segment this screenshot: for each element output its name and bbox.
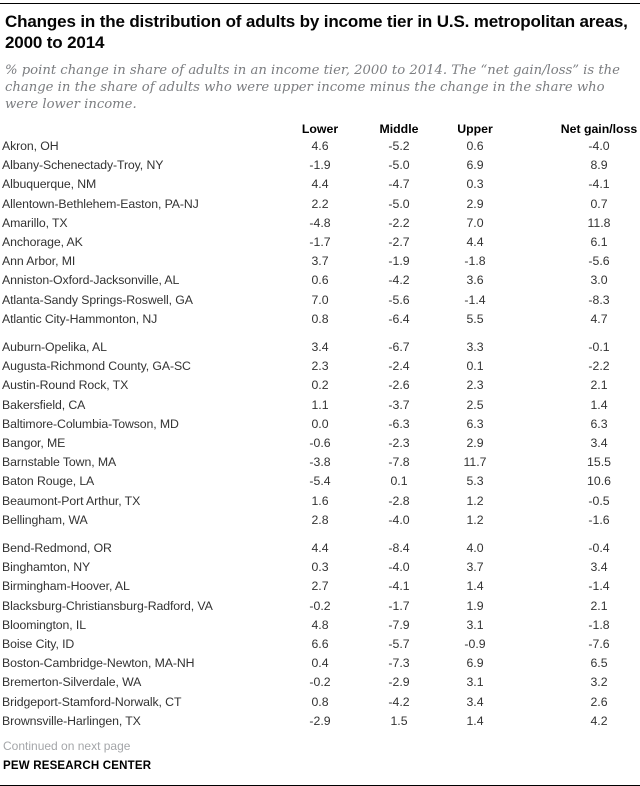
value-cell: 4.8 bbox=[311, 617, 329, 632]
table-row bbox=[2, 616, 640, 635]
metro-name-cell: Bangor, ME bbox=[2, 436, 66, 451]
value-cell: -7.8 bbox=[388, 455, 410, 470]
table-row bbox=[2, 673, 640, 692]
net-gain-loss-cell: 2.1 bbox=[590, 598, 608, 613]
value-cell: 3.7 bbox=[311, 254, 329, 269]
table-row bbox=[2, 329, 640, 357]
metro-name-cell: Boston-Cambridge-Newton, MA-NH bbox=[2, 656, 195, 671]
value-cell: -5.4 bbox=[309, 474, 331, 489]
column-header-metro bbox=[2, 120, 280, 137]
value-cell: 3.7 bbox=[466, 560, 484, 575]
value-cell: 0.3 bbox=[466, 177, 484, 192]
value-cell: 2.2 bbox=[311, 196, 329, 211]
value-cell: -2.6 bbox=[388, 378, 410, 393]
metro-name-cell: Augusta-Richmond County, GA-SC bbox=[2, 359, 191, 374]
metro-name-cell: Ann Arbor, MI bbox=[2, 254, 76, 269]
net-gain-loss-cell: 3.0 bbox=[590, 273, 608, 288]
table-row bbox=[2, 357, 640, 376]
metro-name-cell: Austin-Round Rock, TX bbox=[2, 378, 129, 393]
value-cell: 2.3 bbox=[466, 378, 484, 393]
metro-name-cell: Beaumont-Port Arthur, TX bbox=[2, 493, 141, 508]
table-row bbox=[2, 233, 640, 252]
metro-name-cell: Birmingham-Hoover, AL bbox=[2, 579, 130, 594]
metro-name-cell: Amarillo, TX bbox=[2, 215, 68, 230]
net-gain-loss-cell: -8.3 bbox=[588, 292, 610, 307]
net-gain-loss-cell: -1.4 bbox=[588, 579, 610, 594]
value-cell: 3.1 bbox=[466, 617, 484, 632]
value-cell: 2.7 bbox=[311, 579, 329, 594]
table-row bbox=[2, 310, 640, 329]
net-gain-loss-cell: 6.3 bbox=[590, 416, 608, 431]
value-cell: 2.3 bbox=[311, 359, 329, 374]
value-cell: 1.4 bbox=[466, 579, 484, 594]
table-row bbox=[2, 453, 640, 472]
net-gain-loss-cell: -0.1 bbox=[588, 340, 610, 355]
value-cell: -4.0 bbox=[388, 512, 410, 527]
value-cell: -0.2 bbox=[309, 675, 331, 690]
value-cell: 0.3 bbox=[311, 560, 329, 575]
value-cell: 1.9 bbox=[466, 598, 484, 613]
value-cell: 1.5 bbox=[390, 713, 408, 728]
value-cell: -0.2 bbox=[309, 598, 331, 613]
value-cell: 0.8 bbox=[311, 694, 329, 709]
table-row bbox=[2, 558, 640, 577]
net-gain-loss-cell: 4.2 bbox=[590, 713, 608, 728]
table-row bbox=[2, 654, 640, 673]
net-gain-loss-cell: -5.6 bbox=[588, 254, 610, 269]
table-row bbox=[2, 577, 640, 596]
table-row bbox=[2, 156, 640, 175]
value-cell: -4.2 bbox=[388, 694, 410, 709]
net-gain-loss-cell: 10.6 bbox=[587, 474, 611, 489]
value-cell: 6.9 bbox=[466, 158, 484, 173]
metro-name-cell: Bakersfield, CA bbox=[2, 397, 86, 412]
source-label: PEW RESEARCH CENTER bbox=[3, 760, 152, 773]
value-cell: 6.6 bbox=[311, 637, 329, 652]
table-row bbox=[2, 195, 640, 214]
value-cell: -2.8 bbox=[388, 493, 410, 508]
value-cell: 0.1 bbox=[390, 474, 408, 489]
net-gain-loss-cell: -4.0 bbox=[588, 139, 610, 153]
value-cell: 6.3 bbox=[466, 416, 484, 431]
value-cell: -1.7 bbox=[309, 235, 331, 250]
metro-name-cell: Akron, OH bbox=[2, 139, 59, 153]
value-cell: -1.9 bbox=[309, 158, 331, 173]
value-cell: 2.8 bbox=[311, 512, 329, 527]
metro-name-cell: Binghamton, NY bbox=[2, 560, 91, 575]
net-gain-loss-cell: 4.7 bbox=[590, 311, 608, 326]
value-cell: -3.8 bbox=[309, 455, 331, 470]
table-row bbox=[2, 175, 640, 194]
net-gain-loss-cell: 11.8 bbox=[587, 215, 611, 230]
value-cell: 3.4 bbox=[311, 340, 329, 355]
value-cell: -6.3 bbox=[388, 416, 410, 431]
column-header-upper: Upper bbox=[457, 122, 493, 136]
column-header-middle: Middle bbox=[379, 122, 419, 136]
table-row bbox=[2, 376, 640, 395]
value-cell: 1.2 bbox=[466, 512, 484, 527]
net-gain-loss-cell: 6.1 bbox=[590, 235, 608, 250]
value-cell: 0.2 bbox=[311, 378, 329, 393]
value-cell: 0.0 bbox=[311, 416, 329, 431]
metro-name-cell: Baton Rouge, LA bbox=[2, 474, 95, 489]
value-cell: 5.3 bbox=[466, 474, 484, 489]
value-cell: 1.1 bbox=[311, 397, 329, 412]
value-cell: 2.9 bbox=[466, 436, 484, 451]
value-cell: -4.2 bbox=[388, 273, 410, 288]
value-cell: 4.4 bbox=[466, 235, 484, 250]
value-cell: -2.9 bbox=[309, 713, 331, 728]
metro-name-cell: Anchorage, AK bbox=[2, 235, 83, 250]
value-cell: -4.1 bbox=[388, 579, 410, 594]
table-row bbox=[2, 434, 640, 453]
value-cell: 0.4 bbox=[311, 656, 329, 671]
metro-name-cell: Auburn-Opelika, AL bbox=[2, 340, 107, 355]
net-gain-loss-cell: 15.5 bbox=[587, 455, 611, 470]
value-cell: 5.5 bbox=[466, 311, 484, 326]
net-gain-loss-cell: -0.4 bbox=[588, 541, 610, 556]
net-gain-loss-cell: 3.2 bbox=[590, 675, 608, 690]
value-cell: -6.7 bbox=[388, 340, 410, 355]
metro-name-cell: Bend-Redmond, OR bbox=[2, 541, 112, 556]
value-cell: -1.9 bbox=[388, 254, 410, 269]
value-cell: 1.6 bbox=[311, 493, 329, 508]
net-gain-loss-cell: 2.1 bbox=[590, 378, 608, 393]
table-row bbox=[2, 597, 640, 616]
net-gain-loss-cell: 3.4 bbox=[590, 436, 608, 451]
value-cell: -0.9 bbox=[464, 637, 486, 652]
table-row bbox=[2, 396, 640, 415]
net-gain-loss-cell: 8.9 bbox=[590, 158, 608, 173]
value-cell: 0.1 bbox=[466, 359, 484, 374]
net-gain-loss-cell: 2.6 bbox=[590, 694, 608, 709]
value-cell: 3.3 bbox=[466, 340, 484, 355]
value-cell: 4.6 bbox=[311, 139, 329, 153]
table-row bbox=[2, 271, 640, 290]
table-row bbox=[2, 137, 640, 156]
metro-name-cell: Atlanta-Sandy Springs-Roswell, GA bbox=[2, 292, 193, 307]
value-cell: 4.4 bbox=[311, 541, 329, 556]
value-cell: -5.7 bbox=[388, 637, 410, 652]
value-cell: 3.1 bbox=[466, 675, 484, 690]
metro-name-cell: Boise City, ID bbox=[2, 637, 75, 652]
table-row bbox=[2, 511, 640, 530]
value-cell: -4.7 bbox=[388, 177, 410, 192]
value-cell: -1.8 bbox=[464, 254, 486, 269]
metro-name-cell: Anniston-Oxford-Jacksonville, AL bbox=[2, 273, 180, 288]
column-header-lower: Lower bbox=[301, 122, 339, 136]
value-cell: -2.3 bbox=[388, 436, 410, 451]
net-gain-loss-cell: 3.4 bbox=[590, 560, 608, 575]
value-cell: -2.7 bbox=[388, 235, 410, 250]
table-row bbox=[2, 252, 640, 271]
table-row bbox=[2, 472, 640, 491]
value-cell: -6.4 bbox=[388, 311, 410, 326]
value-cell: -7.3 bbox=[388, 656, 410, 671]
value-cell: 6.9 bbox=[466, 656, 484, 671]
value-cell: 1.4 bbox=[466, 713, 484, 728]
metro-name-cell: Brownsville-Harlingen, TX bbox=[2, 713, 141, 728]
value-cell: -5.0 bbox=[388, 196, 410, 211]
net-gain-loss-cell: -1.8 bbox=[588, 617, 610, 632]
top-divider bbox=[0, 3, 640, 4]
value-cell: -4.0 bbox=[388, 560, 410, 575]
value-cell: 2.9 bbox=[466, 196, 484, 211]
net-gain-loss-cell: -4.1 bbox=[588, 177, 610, 192]
net-gain-loss-cell: 1.4 bbox=[590, 397, 608, 412]
metro-name-cell: Bridgeport-Stamford-Norwalk, CT bbox=[2, 694, 182, 709]
value-cell: -5.6 bbox=[388, 292, 410, 307]
net-gain-loss-cell: -2.2 bbox=[588, 359, 610, 374]
metro-name-cell: Atlantic City-Hammonton, NJ bbox=[2, 311, 158, 326]
table-row bbox=[2, 635, 640, 654]
income-tier-table bbox=[2, 120, 640, 731]
table-row bbox=[2, 492, 640, 511]
net-gain-loss-cell: -1.6 bbox=[588, 512, 610, 527]
value-cell: -2.4 bbox=[388, 359, 410, 374]
metro-name-cell: Allentown-Bethlehem-Easton, PA-NJ bbox=[2, 196, 199, 211]
value-cell: -7.9 bbox=[388, 617, 410, 632]
value-cell: 7.0 bbox=[466, 215, 484, 230]
column-header-net-gain-loss: Net gain/loss bbox=[560, 122, 638, 136]
value-cell: 0.6 bbox=[466, 139, 484, 153]
metro-name-cell: Bremerton-Silverdale, WA bbox=[2, 675, 142, 690]
page-title: Changes in the distribution of adults by income tier in U.S. metropolitan areas, 2000 to 2014 bbox=[5, 12, 628, 52]
metro-name-cell: Albany-Schenectady-Troy, NY bbox=[2, 158, 164, 173]
value-cell: -5.2 bbox=[388, 139, 410, 153]
value-cell: 4.0 bbox=[466, 541, 484, 556]
page-subtitle: % point change in share of adults in an income tier, 2000 to 2014. The “net gain/loss” is the change in the share of adults who were upper income minus the change in the share who were lower income. bbox=[5, 63, 620, 112]
value-cell: -8.4 bbox=[388, 541, 410, 556]
value-cell: 0.8 bbox=[311, 311, 329, 326]
value-cell: 3.6 bbox=[466, 273, 484, 288]
net-gain-loss-cell: 6.5 bbox=[590, 656, 608, 671]
table-header-row bbox=[2, 120, 640, 137]
value-cell: 4.4 bbox=[311, 177, 329, 192]
value-cell: -3.7 bbox=[388, 397, 410, 412]
value-cell: 1.2 bbox=[466, 493, 484, 508]
value-cell: -1.7 bbox=[388, 598, 410, 613]
value-cell: 0.6 bbox=[311, 273, 329, 288]
net-gain-loss-cell: -7.6 bbox=[588, 637, 610, 652]
table-row bbox=[2, 693, 640, 712]
value-cell: -2.2 bbox=[388, 215, 410, 230]
net-gain-loss-cell: 0.7 bbox=[590, 196, 608, 211]
value-cell: 2.5 bbox=[466, 397, 484, 412]
continued-note: Continued on next page bbox=[3, 739, 131, 754]
value-cell: 7.0 bbox=[311, 292, 329, 307]
table-row bbox=[2, 291, 640, 310]
metro-name-cell: Albuquerque, NM bbox=[2, 177, 97, 192]
value-cell: -1.4 bbox=[464, 292, 486, 307]
value-cell: 11.7 bbox=[463, 455, 487, 470]
value-cell: -4.8 bbox=[309, 215, 331, 230]
net-gain-loss-cell: -0.5 bbox=[588, 493, 610, 508]
value-cell: -5.0 bbox=[388, 158, 410, 173]
metro-name-cell: Barnstable Town, MA bbox=[2, 455, 117, 470]
value-cell: -0.6 bbox=[309, 436, 331, 451]
value-cell: -2.9 bbox=[388, 675, 410, 690]
table-row bbox=[2, 712, 640, 731]
table-row bbox=[2, 530, 640, 558]
metro-name-cell: Bloomington, IL bbox=[2, 617, 86, 632]
metro-name-cell: Blacksburg-Christiansburg-Radford, VA bbox=[2, 598, 213, 613]
table-row bbox=[2, 415, 640, 434]
table-row bbox=[2, 214, 640, 233]
metro-name-cell: Baltimore-Columbia-Towson, MD bbox=[2, 416, 179, 431]
value-cell: 3.4 bbox=[466, 694, 484, 709]
metro-name-cell: Bellingham, WA bbox=[2, 512, 88, 527]
